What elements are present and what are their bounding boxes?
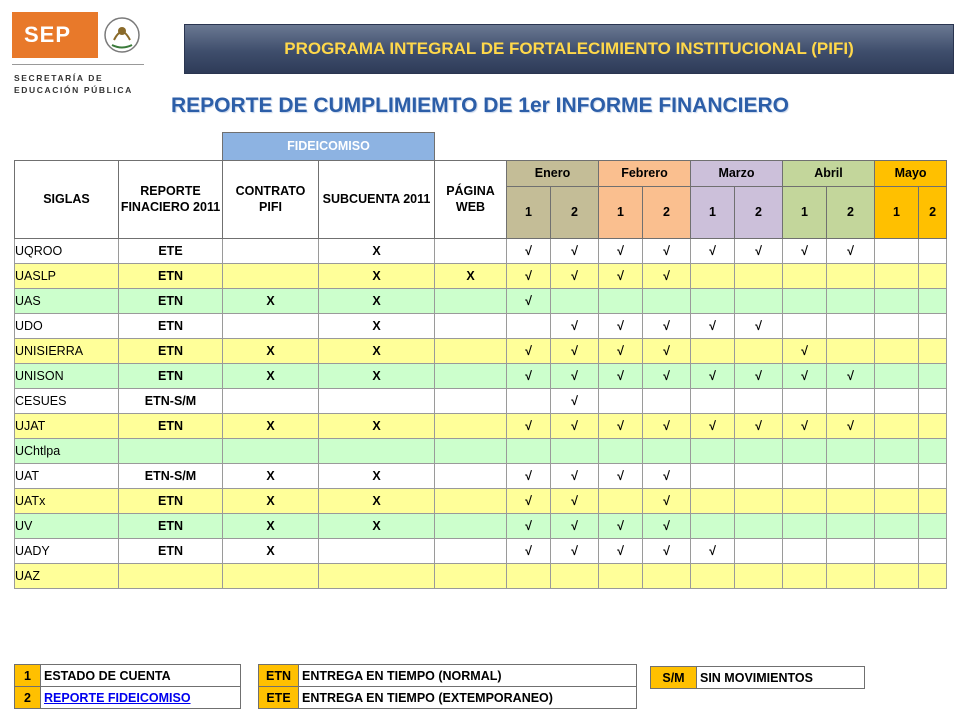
cell-reporte: ETN — [119, 539, 223, 564]
cell-check: √ — [599, 539, 643, 564]
cell-check — [735, 389, 783, 414]
cell-check: √ — [643, 514, 691, 539]
cell-check — [783, 314, 827, 339]
cell-check — [507, 389, 551, 414]
header-num: 1 — [783, 187, 827, 239]
cell-check — [551, 564, 599, 589]
header-num: 2 — [919, 187, 947, 239]
cell-check — [599, 289, 643, 314]
cell-contrato: X — [223, 489, 319, 514]
cell-check — [643, 564, 691, 589]
cell-check: √ — [783, 414, 827, 439]
header-num: 2 — [643, 187, 691, 239]
cell-check — [919, 314, 947, 339]
cell-subcuenta — [319, 564, 435, 589]
cell-check: √ — [551, 239, 599, 264]
cell-check — [643, 389, 691, 414]
cell-contrato: X — [223, 289, 319, 314]
header-num: 1 — [875, 187, 919, 239]
cell-check: √ — [507, 264, 551, 289]
cell-web — [435, 364, 507, 389]
table-row — [15, 439, 947, 464]
cell-check — [735, 264, 783, 289]
cell-check — [691, 289, 735, 314]
cell-check: √ — [783, 339, 827, 364]
cell-check — [875, 264, 919, 289]
cell-reporte: ETN — [119, 264, 223, 289]
cell-check — [875, 514, 919, 539]
report-title: REPORTE DE CUMPLIMIEMTO DE 1er INFORME FINANCIERO — [171, 94, 789, 117]
header-num: 1 — [599, 187, 643, 239]
header-num: 2 — [551, 187, 599, 239]
table-row — [15, 539, 947, 564]
cell-reporte: ETE — [119, 239, 223, 264]
cell-check — [783, 439, 827, 464]
cell-check — [783, 564, 827, 589]
cell-check — [875, 414, 919, 439]
cell-check — [783, 289, 827, 314]
cell-check: √ — [827, 364, 875, 389]
cell-check: √ — [507, 339, 551, 364]
cell-check: √ — [691, 314, 735, 339]
cell-reporte: ETN — [119, 414, 223, 439]
cell-contrato: X — [223, 539, 319, 564]
legend-label: ESTADO DE CUENTA — [41, 665, 241, 687]
legend-key: 1 — [15, 665, 41, 687]
cell-check — [507, 439, 551, 464]
cell-subcuenta: X — [319, 489, 435, 514]
logo-line-2: EDUCACIÓN PÚBLICA — [14, 85, 133, 95]
table-row — [15, 564, 947, 589]
cell-check — [875, 289, 919, 314]
cell-check — [551, 289, 599, 314]
header-month-abril: Abril — [783, 161, 875, 187]
cell-subcuenta: X — [319, 264, 435, 289]
reporte-fideicomiso-link[interactable]: REPORTE FIDEICOMISO — [44, 690, 191, 705]
cell-web — [435, 314, 507, 339]
header-pagina-web: PÁGINA WEB — [435, 161, 507, 239]
cell-contrato — [223, 264, 319, 289]
cell-check: √ — [643, 464, 691, 489]
header-blank — [15, 133, 119, 161]
cell-contrato: X — [223, 464, 319, 489]
cell-check — [691, 489, 735, 514]
cell-contrato — [223, 239, 319, 264]
cell-check: √ — [827, 414, 875, 439]
cell-check: √ — [643, 339, 691, 364]
cell-check — [919, 439, 947, 464]
cell-check: √ — [551, 489, 599, 514]
cell-check — [691, 339, 735, 364]
cell-check — [827, 264, 875, 289]
cell-check — [875, 464, 919, 489]
cell-check — [875, 239, 919, 264]
cell-check: √ — [599, 239, 643, 264]
cell-check — [919, 289, 947, 314]
table-row — [15, 289, 947, 314]
cell-contrato — [223, 564, 319, 589]
legend-key: ETN — [259, 665, 299, 687]
cell-check: √ — [735, 414, 783, 439]
cell-check: √ — [551, 364, 599, 389]
cell-subcuenta: X — [319, 414, 435, 439]
cell-check — [919, 489, 947, 514]
cell-check: √ — [599, 364, 643, 389]
cell-check: √ — [599, 264, 643, 289]
header-siglas: SIGLAS — [15, 161, 119, 239]
cell-check — [735, 289, 783, 314]
header-reporte: REPORTE FINACIERO 2011 — [119, 161, 223, 239]
table-row — [15, 339, 947, 364]
cell-web — [435, 414, 507, 439]
cell-check — [643, 439, 691, 464]
cell-check — [643, 289, 691, 314]
cell-check: √ — [735, 364, 783, 389]
cell-check — [599, 439, 643, 464]
cell-check: √ — [551, 514, 599, 539]
cell-reporte — [119, 564, 223, 589]
cell-check: √ — [691, 239, 735, 264]
header-blank — [435, 133, 947, 161]
cell-check — [919, 464, 947, 489]
cell-check: √ — [643, 489, 691, 514]
cell-contrato: X — [223, 339, 319, 364]
cell-subcuenta — [319, 389, 435, 414]
legend-label: ENTREGA EN TIEMPO (EXTEMPORANEO) — [299, 687, 637, 709]
cell-web — [435, 564, 507, 589]
cell-check — [735, 339, 783, 364]
cell-check — [919, 414, 947, 439]
cell-check: √ — [735, 239, 783, 264]
cell-check: √ — [551, 464, 599, 489]
cell-check — [875, 339, 919, 364]
program-banner: PROGRAMA INTEGRAL DE FORTALECIMIENTO INSTITUCIONAL (PIFI) — [184, 24, 954, 74]
legend-key: 2 — [15, 687, 41, 709]
cell-check — [507, 314, 551, 339]
cell-contrato — [223, 314, 319, 339]
cell-siglas: UADY — [15, 539, 119, 564]
cell-contrato: X — [223, 414, 319, 439]
cell-check — [783, 264, 827, 289]
cell-siglas: UChtlpa — [15, 439, 119, 464]
cell-check: √ — [691, 414, 735, 439]
cell-check: √ — [827, 239, 875, 264]
cell-check — [599, 564, 643, 589]
cell-check — [875, 389, 919, 414]
cell-reporte: ETN-S/M — [119, 464, 223, 489]
cell-check: √ — [507, 489, 551, 514]
cell-subcuenta — [319, 439, 435, 464]
cell-check — [599, 389, 643, 414]
cell-check — [875, 364, 919, 389]
table-row — [15, 239, 947, 264]
cell-check: √ — [599, 514, 643, 539]
cell-check — [551, 439, 599, 464]
cell-siglas: UV — [15, 514, 119, 539]
cell-check: √ — [783, 239, 827, 264]
legend-key: ETE — [259, 687, 299, 709]
cell-check — [735, 539, 783, 564]
header-month-febrero: Febrero — [599, 161, 691, 187]
cell-siglas: UATx — [15, 489, 119, 514]
legend-label-cell — [41, 687, 241, 709]
legend-codes — [258, 664, 637, 709]
table-row — [15, 264, 947, 289]
cell-check: √ — [507, 539, 551, 564]
cell-subcuenta: X — [319, 514, 435, 539]
cell-check — [783, 389, 827, 414]
header-month-marzo: Marzo — [691, 161, 783, 187]
cell-reporte: ETN — [119, 364, 223, 389]
table-row — [15, 364, 947, 389]
cell-reporte — [119, 439, 223, 464]
header-num: 2 — [735, 187, 783, 239]
cell-check: √ — [551, 539, 599, 564]
mexico-seal-icon — [100, 12, 144, 58]
cell-check: √ — [599, 314, 643, 339]
sep-logo-text: SEP — [12, 12, 98, 58]
cell-check — [507, 564, 551, 589]
legend-label: ENTREGA EN TIEMPO (NORMAL) — [299, 665, 637, 687]
cell-check — [691, 514, 735, 539]
cell-web — [435, 339, 507, 364]
header-month-enero: Enero — [507, 161, 599, 187]
cell-check — [919, 539, 947, 564]
cell-contrato — [223, 389, 319, 414]
cell-check — [875, 539, 919, 564]
cell-check — [827, 489, 875, 514]
legend-key: S/M — [651, 667, 697, 689]
cell-check: √ — [643, 539, 691, 564]
cell-siglas: UJAT — [15, 414, 119, 439]
header-contrato: CONTRATO PIFI — [223, 161, 319, 239]
header-month-mayo: Mayo — [875, 161, 947, 187]
cell-check — [827, 339, 875, 364]
cell-contrato — [223, 439, 319, 464]
header-fideicomiso: FIDEICOMISO — [223, 133, 435, 161]
cell-check: √ — [643, 314, 691, 339]
cell-siglas: UAS — [15, 289, 119, 314]
cell-check — [875, 439, 919, 464]
cell-check — [691, 564, 735, 589]
cell-reporte: ETN — [119, 289, 223, 314]
cell-check — [735, 514, 783, 539]
logo-line-1: SECRETARÍA DE — [14, 73, 104, 83]
cell-check — [783, 489, 827, 514]
cell-subcuenta: X — [319, 364, 435, 389]
cell-check: √ — [551, 339, 599, 364]
cell-check: √ — [507, 364, 551, 389]
cell-web — [435, 464, 507, 489]
cell-contrato: X — [223, 514, 319, 539]
cell-siglas: UAZ — [15, 564, 119, 589]
cell-check — [783, 539, 827, 564]
cell-siglas: UQROO — [15, 239, 119, 264]
cell-reporte: ETN-S/M — [119, 389, 223, 414]
cell-web: X — [435, 264, 507, 289]
cell-check: √ — [599, 414, 643, 439]
cell-check: √ — [507, 239, 551, 264]
cell-check — [919, 389, 947, 414]
cell-check — [827, 564, 875, 589]
cell-reporte: ETN — [119, 339, 223, 364]
cell-check — [827, 389, 875, 414]
legend-numbers — [14, 664, 241, 709]
cell-check — [919, 264, 947, 289]
cell-check — [827, 464, 875, 489]
cell-check — [827, 514, 875, 539]
cell-web — [435, 489, 507, 514]
cell-check — [875, 489, 919, 514]
cell-web — [435, 389, 507, 414]
sep-logo — [12, 12, 144, 98]
cell-reporte: ETN — [119, 314, 223, 339]
cell-siglas: CESUES — [15, 389, 119, 414]
cell-check — [919, 239, 947, 264]
cell-check: √ — [507, 414, 551, 439]
logo-divider — [12, 64, 144, 65]
cell-check — [599, 489, 643, 514]
cell-check — [919, 339, 947, 364]
table-row — [15, 414, 947, 439]
cell-subcuenta — [319, 539, 435, 564]
cell-web — [435, 539, 507, 564]
cell-check: √ — [507, 514, 551, 539]
cell-check — [875, 564, 919, 589]
table-row — [15, 464, 947, 489]
header-num: 1 — [507, 187, 551, 239]
table-row — [15, 314, 947, 339]
header-num: 2 — [827, 187, 875, 239]
legend-sm — [650, 666, 865, 689]
cell-check: √ — [507, 289, 551, 314]
cell-check — [735, 489, 783, 514]
cell-reporte: ETN — [119, 514, 223, 539]
cell-check: √ — [551, 414, 599, 439]
cell-check: √ — [691, 364, 735, 389]
table-row — [15, 489, 947, 514]
cell-check — [691, 389, 735, 414]
cell-check — [919, 514, 947, 539]
cell-siglas: UNISIERRA — [15, 339, 119, 364]
cell-subcuenta: X — [319, 239, 435, 264]
header-subcuenta: SUBCUENTA 2011 — [319, 161, 435, 239]
cell-check — [827, 439, 875, 464]
cell-check — [827, 314, 875, 339]
cell-check — [691, 439, 735, 464]
compliance-table — [14, 132, 947, 589]
cell-check — [875, 314, 919, 339]
cell-web — [435, 239, 507, 264]
cell-check: √ — [735, 314, 783, 339]
cell-web — [435, 289, 507, 314]
cell-check — [691, 464, 735, 489]
cell-check: √ — [551, 314, 599, 339]
cell-check: √ — [691, 539, 735, 564]
cell-check — [735, 464, 783, 489]
cell-check: √ — [643, 239, 691, 264]
cell-check — [827, 289, 875, 314]
cell-check — [783, 464, 827, 489]
cell-check: √ — [643, 414, 691, 439]
cell-check — [735, 439, 783, 464]
legend-label: SIN MOVIMIENTOS — [697, 667, 865, 689]
cell-web — [435, 439, 507, 464]
cell-web — [435, 514, 507, 539]
cell-reporte: ETN — [119, 489, 223, 514]
cell-subcuenta: X — [319, 314, 435, 339]
header-num: 1 — [691, 187, 735, 239]
cell-subcuenta: X — [319, 289, 435, 314]
cell-subcuenta: X — [319, 339, 435, 364]
header-blank — [119, 133, 223, 161]
table-row — [15, 514, 947, 539]
cell-check: √ — [643, 364, 691, 389]
cell-check — [827, 539, 875, 564]
cell-check — [919, 364, 947, 389]
cell-siglas: UASLP — [15, 264, 119, 289]
cell-check: √ — [783, 364, 827, 389]
cell-check — [735, 564, 783, 589]
cell-check: √ — [599, 339, 643, 364]
cell-siglas: UNISON — [15, 364, 119, 389]
cell-check: √ — [551, 264, 599, 289]
cell-check — [783, 514, 827, 539]
cell-siglas: UAT — [15, 464, 119, 489]
table-row — [15, 389, 947, 414]
cell-check — [691, 264, 735, 289]
cell-check: √ — [551, 389, 599, 414]
cell-siglas: UDO — [15, 314, 119, 339]
cell-subcuenta: X — [319, 464, 435, 489]
cell-check: √ — [507, 464, 551, 489]
cell-check: √ — [643, 264, 691, 289]
cell-check — [919, 564, 947, 589]
cell-check: √ — [599, 464, 643, 489]
cell-contrato: X — [223, 364, 319, 389]
